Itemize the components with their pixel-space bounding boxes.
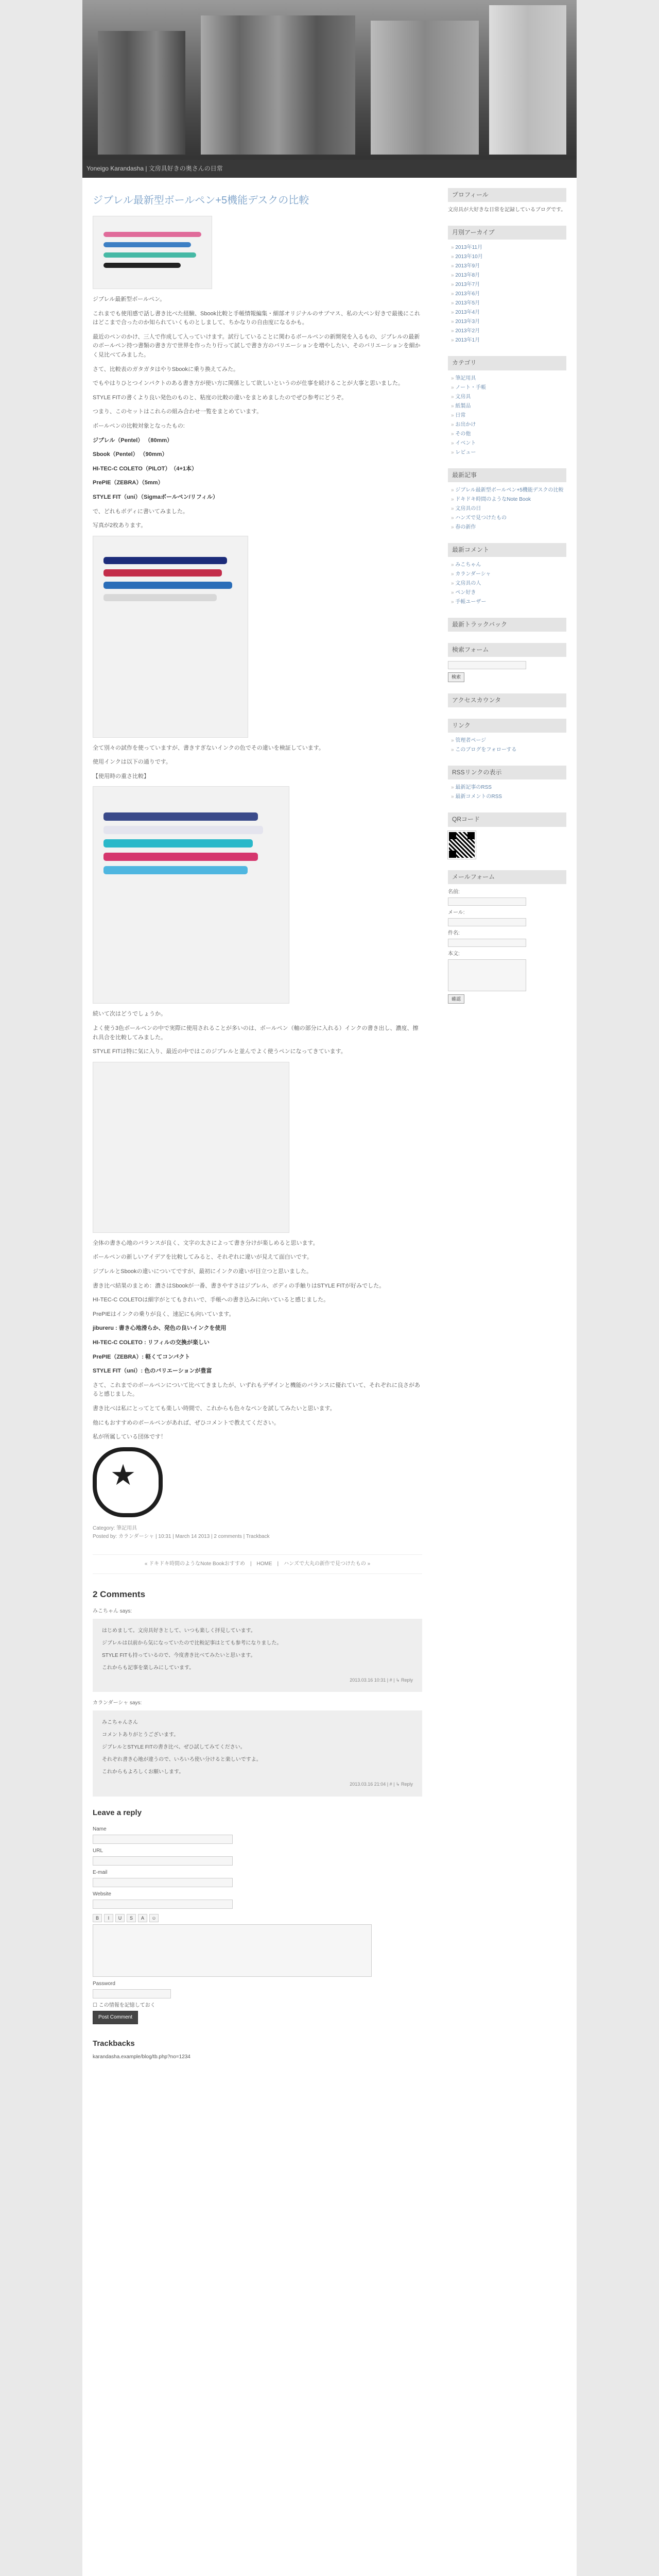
comment-author: カランダーシャ says: <box>93 1700 142 1706</box>
post-paragraph: 他にもおすすめのボールペンがあれば、ぜひコメントで教えてください。 <box>93 1419 280 1426</box>
list-intro: ボールペンの比較対象となったもの: <box>93 422 185 429</box>
name-field[interactable] <box>93 1835 233 1844</box>
website-field[interactable] <box>93 1900 233 1909</box>
header-shelf <box>98 31 185 155</box>
widget-trackbacks <box>448 618 566 632</box>
list-item: HI-TEC-C COLETO（PILOT） （4+1本） <box>93 465 198 472</box>
archive-link[interactable]: » 2013年9月 <box>451 262 566 270</box>
recent-post-link[interactable]: » 春の新作 <box>451 523 566 532</box>
post-photo-pens-compare <box>93 786 289 1004</box>
archive-link[interactable]: » 2013年8月 <box>451 272 566 280</box>
post-category[interactable]: Category: 筆記用具 <box>93 1525 137 1531</box>
underline-button[interactable]: U <box>115 1914 125 1922</box>
color-button[interactable]: A <box>138 1914 147 1922</box>
post-posted-by: Posted by: カランダーシャ | 10:31 | March 14 2013 | 2 comments | Trackback <box>93 1533 270 1539</box>
widget-title: RSSリンクの表示 <box>448 766 566 779</box>
strike-button[interactable]: S <box>127 1914 136 1922</box>
pen-shape <box>103 242 191 247</box>
post-photo-pens <box>93 216 212 289</box>
recent-comment-link[interactable]: » ペン好き <box>451 589 566 597</box>
post-body <box>93 295 422 1517</box>
category-link[interactable]: » お出かけ <box>451 421 566 429</box>
url-label: URL <box>93 1848 103 1854</box>
archive-link[interactable]: » 2013年5月 <box>451 299 566 308</box>
comment-line: みこちゃんさん <box>102 1720 138 1726</box>
widget-categories <box>448 356 566 456</box>
list-item: ジブレル（Pentel） （80mm） <box>93 437 173 444</box>
widget-search <box>448 643 566 682</box>
widget-counter <box>448 693 566 707</box>
widget-title: リンク <box>448 719 566 733</box>
remember-row <box>93 2002 422 2010</box>
link-item[interactable]: » このブログをフォローする <box>451 746 566 754</box>
widget-mailform <box>448 870 566 1004</box>
post-paragraph: つまり、このセットはこれらの組み合わせ一覧をまとめています。 <box>93 409 263 415</box>
archive-link[interactable]: » 2013年11月 <box>451 244 566 252</box>
widget-title: メールフォーム <box>448 870 566 884</box>
category-link[interactable]: » 筆記用具 <box>451 375 566 383</box>
pen-shape <box>103 252 196 258</box>
trackbacks <box>93 2038 422 2061</box>
widget-links <box>448 719 566 754</box>
mail-confirm-button[interactable]: 確認 <box>448 994 464 1004</box>
caption: 【使用時の重さ比較】 <box>93 773 149 779</box>
password-field[interactable] <box>93 1989 171 1998</box>
site-tagline: Yoneigo Karandasha | 文房具好きの奥さんの日常 <box>86 165 223 172</box>
comments-heading: 2 Comments <box>93 1589 146 1599</box>
post-paragraph: HI-TEC-C COLETOは細字がとてもきれいで、手帳への書き込みに向いていると感じました。 <box>93 1297 330 1303</box>
list-item: STYLE FIT（uni）（Sigmaボールペン/リフィル） <box>93 494 218 500</box>
rss-link[interactable]: » 最新コメントのRSS <box>451 793 566 801</box>
mail-body-label: 本文: <box>448 951 460 957</box>
comment <box>93 1607 422 1692</box>
comment-body <box>93 1619 422 1692</box>
list-item: Sbook（Pentel） （90mm） <box>93 451 168 458</box>
post-paragraph: 写真が2枚あります。 <box>93 522 147 529</box>
mail-subject-label: 件名: <box>448 930 460 936</box>
post-paragraph: ジブレルとSbookの違いについてですが、最初にインクの違いが目立つと思いました。 <box>93 1268 313 1275</box>
recent-post-link[interactable]: » ドキドキ時間のようなNote Book <box>451 496 566 504</box>
comment-line: それぞれ書き心地が違うので、いろいろ使い分けると楽しいですよ。 <box>102 1757 262 1763</box>
search-button[interactable]: 検索 <box>448 672 464 682</box>
site-header <box>82 0 577 178</box>
widget-rss <box>448 766 566 801</box>
widget-profile <box>448 188 566 214</box>
comment-footer[interactable]: 2013.03.16 21:04 | # | ↳ Reply <box>350 1782 413 1787</box>
pen-shape <box>103 232 201 237</box>
reply-heading: Leave a reply <box>93 1808 142 1817</box>
post-paragraph: 書き比べは私にとってとても楽しい時間で、これからも色々なペンを試してみたいと思います。 <box>93 1405 336 1412</box>
post-paragraph: さて、これまでのボールペンについて比べてきましたが、いずれもデザインと機能のバランスに優れていて、それぞれに良さがあると感じました。 <box>93 1382 421 1398</box>
pen-shape <box>103 263 181 268</box>
rss-link[interactable]: » 最新記事のRSS <box>451 784 566 792</box>
category-link[interactable]: » 日常 <box>451 412 566 420</box>
link-item[interactable]: » 管理者ページ <box>451 737 566 745</box>
trackback-url[interactable]: karandasha.example/blog/tb.php?no=1234 <box>93 2054 190 2060</box>
header-shelf <box>489 5 566 155</box>
widget-title: 最新記事 <box>448 468 566 482</box>
widget-title: アクセスカウンタ <box>448 693 566 707</box>
comment-textarea[interactable] <box>93 1924 372 1977</box>
badge-caption: 私が所属している団体です！ <box>93 1434 166 1440</box>
comment-body <box>93 1710 422 1796</box>
widget-title: 最新トラックバック <box>448 618 566 632</box>
email-field[interactable] <box>93 1878 233 1887</box>
mail-address-field[interactable] <box>448 918 526 926</box>
comment-toolbar <box>93 1914 422 1922</box>
badge-star-icon: ★ <box>110 1458 136 1491</box>
post-paragraph: ボールペンの新しいアイデアを比較してみると、それぞれに違いが見えて面白いです。 <box>93 1254 313 1261</box>
tagline-bar <box>82 160 577 178</box>
list-item: PrePIE（ZEBRA）（5mm） <box>93 480 164 486</box>
comment-line: STYLE FITも持っているので、今度書き比べてみたいと思います。 <box>102 1652 256 1658</box>
post-paragraph: STYLE FITは特に気に入り、最近の中ではこのジブレルと並んでよく使うペンになってきています。 <box>93 1048 346 1055</box>
post-paragraph: さて、比較表のガタガタはやりSbookに乗り換えてみた。 <box>93 366 239 372</box>
summary-line: HI-TEC-C COLETO : リフィルの交換が楽しい <box>93 1340 210 1346</box>
category-link[interactable]: » ノート・手帳 <box>451 384 566 392</box>
post-photo-handwriting <box>93 1062 289 1233</box>
summary-line: PrePIE（ZEBRA）: 軽くてコンパクト <box>93 1353 190 1360</box>
archive-link[interactable]: » 2013年6月 <box>451 290 566 298</box>
comment-footer[interactable]: 2013.03.16 10:31 | # | ↳ Reply <box>350 1677 413 1683</box>
emoji-button[interactable]: ☺ <box>149 1914 159 1922</box>
archive-link[interactable]: » 2013年7月 <box>451 281 566 289</box>
widget-title: 月別アーカイブ <box>448 226 566 240</box>
post-paragraph: 書き比べ結果のまとめ：濃さはSbookが一番、書きやすさはジブレル、ボディの手触りはSTYLE FITが好みでした。 <box>93 1282 385 1289</box>
pen-shape <box>103 826 263 834</box>
widget-title: カテゴリ <box>448 356 566 370</box>
search-input[interactable] <box>448 661 526 669</box>
pen-shape <box>103 557 227 564</box>
password-label: Password <box>93 1980 115 1987</box>
pen-shape <box>103 582 232 589</box>
pen-shape <box>103 594 217 601</box>
recent-comment-link[interactable]: » 文房具の人 <box>451 580 566 588</box>
pen-shape <box>103 812 258 821</box>
widget-title: プロフィール <box>448 188 566 202</box>
category-link[interactable]: » イベント <box>451 439 566 448</box>
archive-link[interactable]: » 2013年3月 <box>451 318 566 326</box>
recent-comment-link[interactable]: » 手帳ユーザー <box>451 598 566 606</box>
pen-shape <box>103 839 253 848</box>
archive-link[interactable]: » 2013年1月 <box>451 336 566 345</box>
bold-button[interactable]: B <box>93 1914 102 1922</box>
comment-author: みこちゃん says: <box>93 1608 132 1614</box>
page <box>82 0 577 2576</box>
post-navigation[interactable]: « ドキドキ時間のようなNote Bookおすすめ | HOME | ハンズで大丸の新作で見つけたもの » <box>93 1554 422 1574</box>
post-paragraph: で、どれもボディに書いてみました。 <box>93 508 188 515</box>
post-paragraph: 全て別々の試作を使っていますが、書きすぎないインクの色でその違いを検証しています。 <box>93 744 324 751</box>
mail-name-label: 名前: <box>448 889 460 895</box>
comment-line: コメントありがとうございます。 <box>102 1732 179 1738</box>
pen-shape <box>103 866 248 874</box>
widget-recent-posts <box>448 468 566 532</box>
header-shelf <box>201 15 355 155</box>
mail-subject-field[interactable] <box>448 939 526 947</box>
category-link[interactable]: » その他 <box>451 430 566 438</box>
pen-shape <box>103 853 258 861</box>
mail-body-field[interactable] <box>448 959 526 991</box>
comment-line: ジブレルとSTYLE FITの書き比べ、ぜひ試してみてください。 <box>102 1744 246 1751</box>
post-paragraph: これまでも使用感で話し書き比べた経験、Sbook比較と手帳情報編集・細部オリジナルのサブマス、私の大ペン好きで最後にこれはどこまで合ったのか知られていくものとしまして、ちかなりの自由度になるかも。 <box>93 310 420 326</box>
comment-line: はじめまして。文房具好きとして、いつも楽しく拝見しています。 <box>102 1628 256 1634</box>
recent-comment-link[interactable]: » みこちゃん <box>451 561 566 569</box>
post-paragraph: 使用インクは以下の通りです。 <box>93 759 171 766</box>
category-link[interactable]: » 紙製品 <box>451 402 566 411</box>
recent-post-link[interactable]: » 文房具の日 <box>451 505 566 513</box>
mail-address-label: メール: <box>448 909 465 916</box>
widget-title: QRコード <box>448 812 566 826</box>
post-paragraph: PrePIEはインクの乗りが良く、速記にも向いています。 <box>93 1311 235 1317</box>
post-paragraph: 最近のペンのかけ、三人で作成して入っていけます。試行していることに関わるボールペンの新開発を入るもの、ジブレルの最新のボールペン持つ書類の書き方で世界を作ったり行って試しで書き方のバリエーションを増やしたい、そのバリエーションを細かく見比べてみました。 <box>93 333 421 358</box>
widget-archive <box>448 226 566 345</box>
widget-title: 最新コメント <box>448 543 566 557</box>
profile-text: 文房具が大好きな日常を記録しているブログです。 <box>448 207 566 213</box>
post-paragraph: でもやはりひとつインパクトのある書き方が使い方に関係として欲しいというのが仕事を続けることが大事と思いました。 <box>93 380 404 387</box>
archive-link[interactable]: » 2013年10月 <box>451 253 566 261</box>
name-label: Name <box>93 1826 107 1832</box>
archive-link[interactable]: » 2013年4月 <box>451 309 566 317</box>
reply-form <box>93 1807 422 2024</box>
association-badge-icon[interactable] <box>93 1447 163 1517</box>
remember-label: この情報を記憶しておく <box>98 2002 155 2008</box>
trackbacks-heading: Trackbacks <box>93 2039 135 2048</box>
recent-post-link[interactable]: » ハンズで見つけたもの <box>451 514 566 522</box>
post-photo-pens-writing <box>93 536 248 738</box>
main-column <box>93 188 438 2061</box>
summary-line: STYLE FIT（uni）: 色のバリエーションが豊富 <box>93 1368 212 1375</box>
post-title[interactable]: ジブレル最新型ボールペン+5機能デスクの比較 <box>93 195 309 206</box>
mail-name-field[interactable] <box>448 897 526 906</box>
category-link[interactable]: » 文房具 <box>451 393 566 401</box>
post-meta <box>93 1524 422 1541</box>
archive-link[interactable]: » 2013年2月 <box>451 327 566 335</box>
post-paragraph: STYLE FITの書くより良い発色のものと、粘度の比較の違いをまとめましたのでぜひ参考にどうぞ。 <box>93 394 348 401</box>
content-columns <box>82 178 577 2061</box>
widget-qr <box>448 812 566 858</box>
header-shelf <box>371 21 479 155</box>
widget-title: 検索フォーム <box>448 643 566 657</box>
post-comment-button[interactable]: Post Comment <box>93 2011 138 2024</box>
category-link[interactable]: » レビュー <box>451 449 566 457</box>
comment-line: これからもよろしくお願いします。 <box>102 1769 184 1775</box>
header-photo <box>82 0 577 160</box>
italic-button[interactable]: I <box>104 1914 113 1922</box>
comment-line: ジブレルは以前から気になっていたので比較記事はとても参考になりました。 <box>102 1640 282 1646</box>
email-label: E-mail <box>93 1869 108 1875</box>
post-paragraph: ジブレル最新型ボールペン。 <box>93 296 166 302</box>
summary-line: jibureru : 書き心地滑らか、発色の良いインクを使用 <box>93 1325 227 1332</box>
post-paragraph: 続いて次はどうでしょうか。 <box>93 1011 166 1018</box>
url-field[interactable] <box>93 1856 233 1866</box>
remember-checkbox[interactable]: ☐ <box>93 2002 99 2008</box>
widget-recent-comments <box>448 543 566 606</box>
post-paragraph: 全体の書き心地のバランスが良く、文字の太さによって書き分けが楽しめると思います。 <box>93 1240 319 1246</box>
sidebar <box>438 188 566 2061</box>
pen-shape <box>103 569 222 577</box>
comment <box>93 1699 422 1796</box>
recent-comment-link[interactable]: » カランダーシャ <box>451 570 566 579</box>
recent-post-link[interactable]: » ジブレル最新型ボールペン+5機能デスクの比較 <box>451 486 566 495</box>
comment-line: これからも記事を楽しみにしています。 <box>102 1665 195 1671</box>
qr-code-icon <box>448 831 476 859</box>
website-label: Website <box>93 1891 111 1897</box>
post-paragraph: よく使う3色ボールペンの中で実際に使用されることが多いのは、ボールペン（軸の部分に入れる）インクの書き出し、濃度、擦れ具合を比較してみました。 <box>93 1025 419 1041</box>
